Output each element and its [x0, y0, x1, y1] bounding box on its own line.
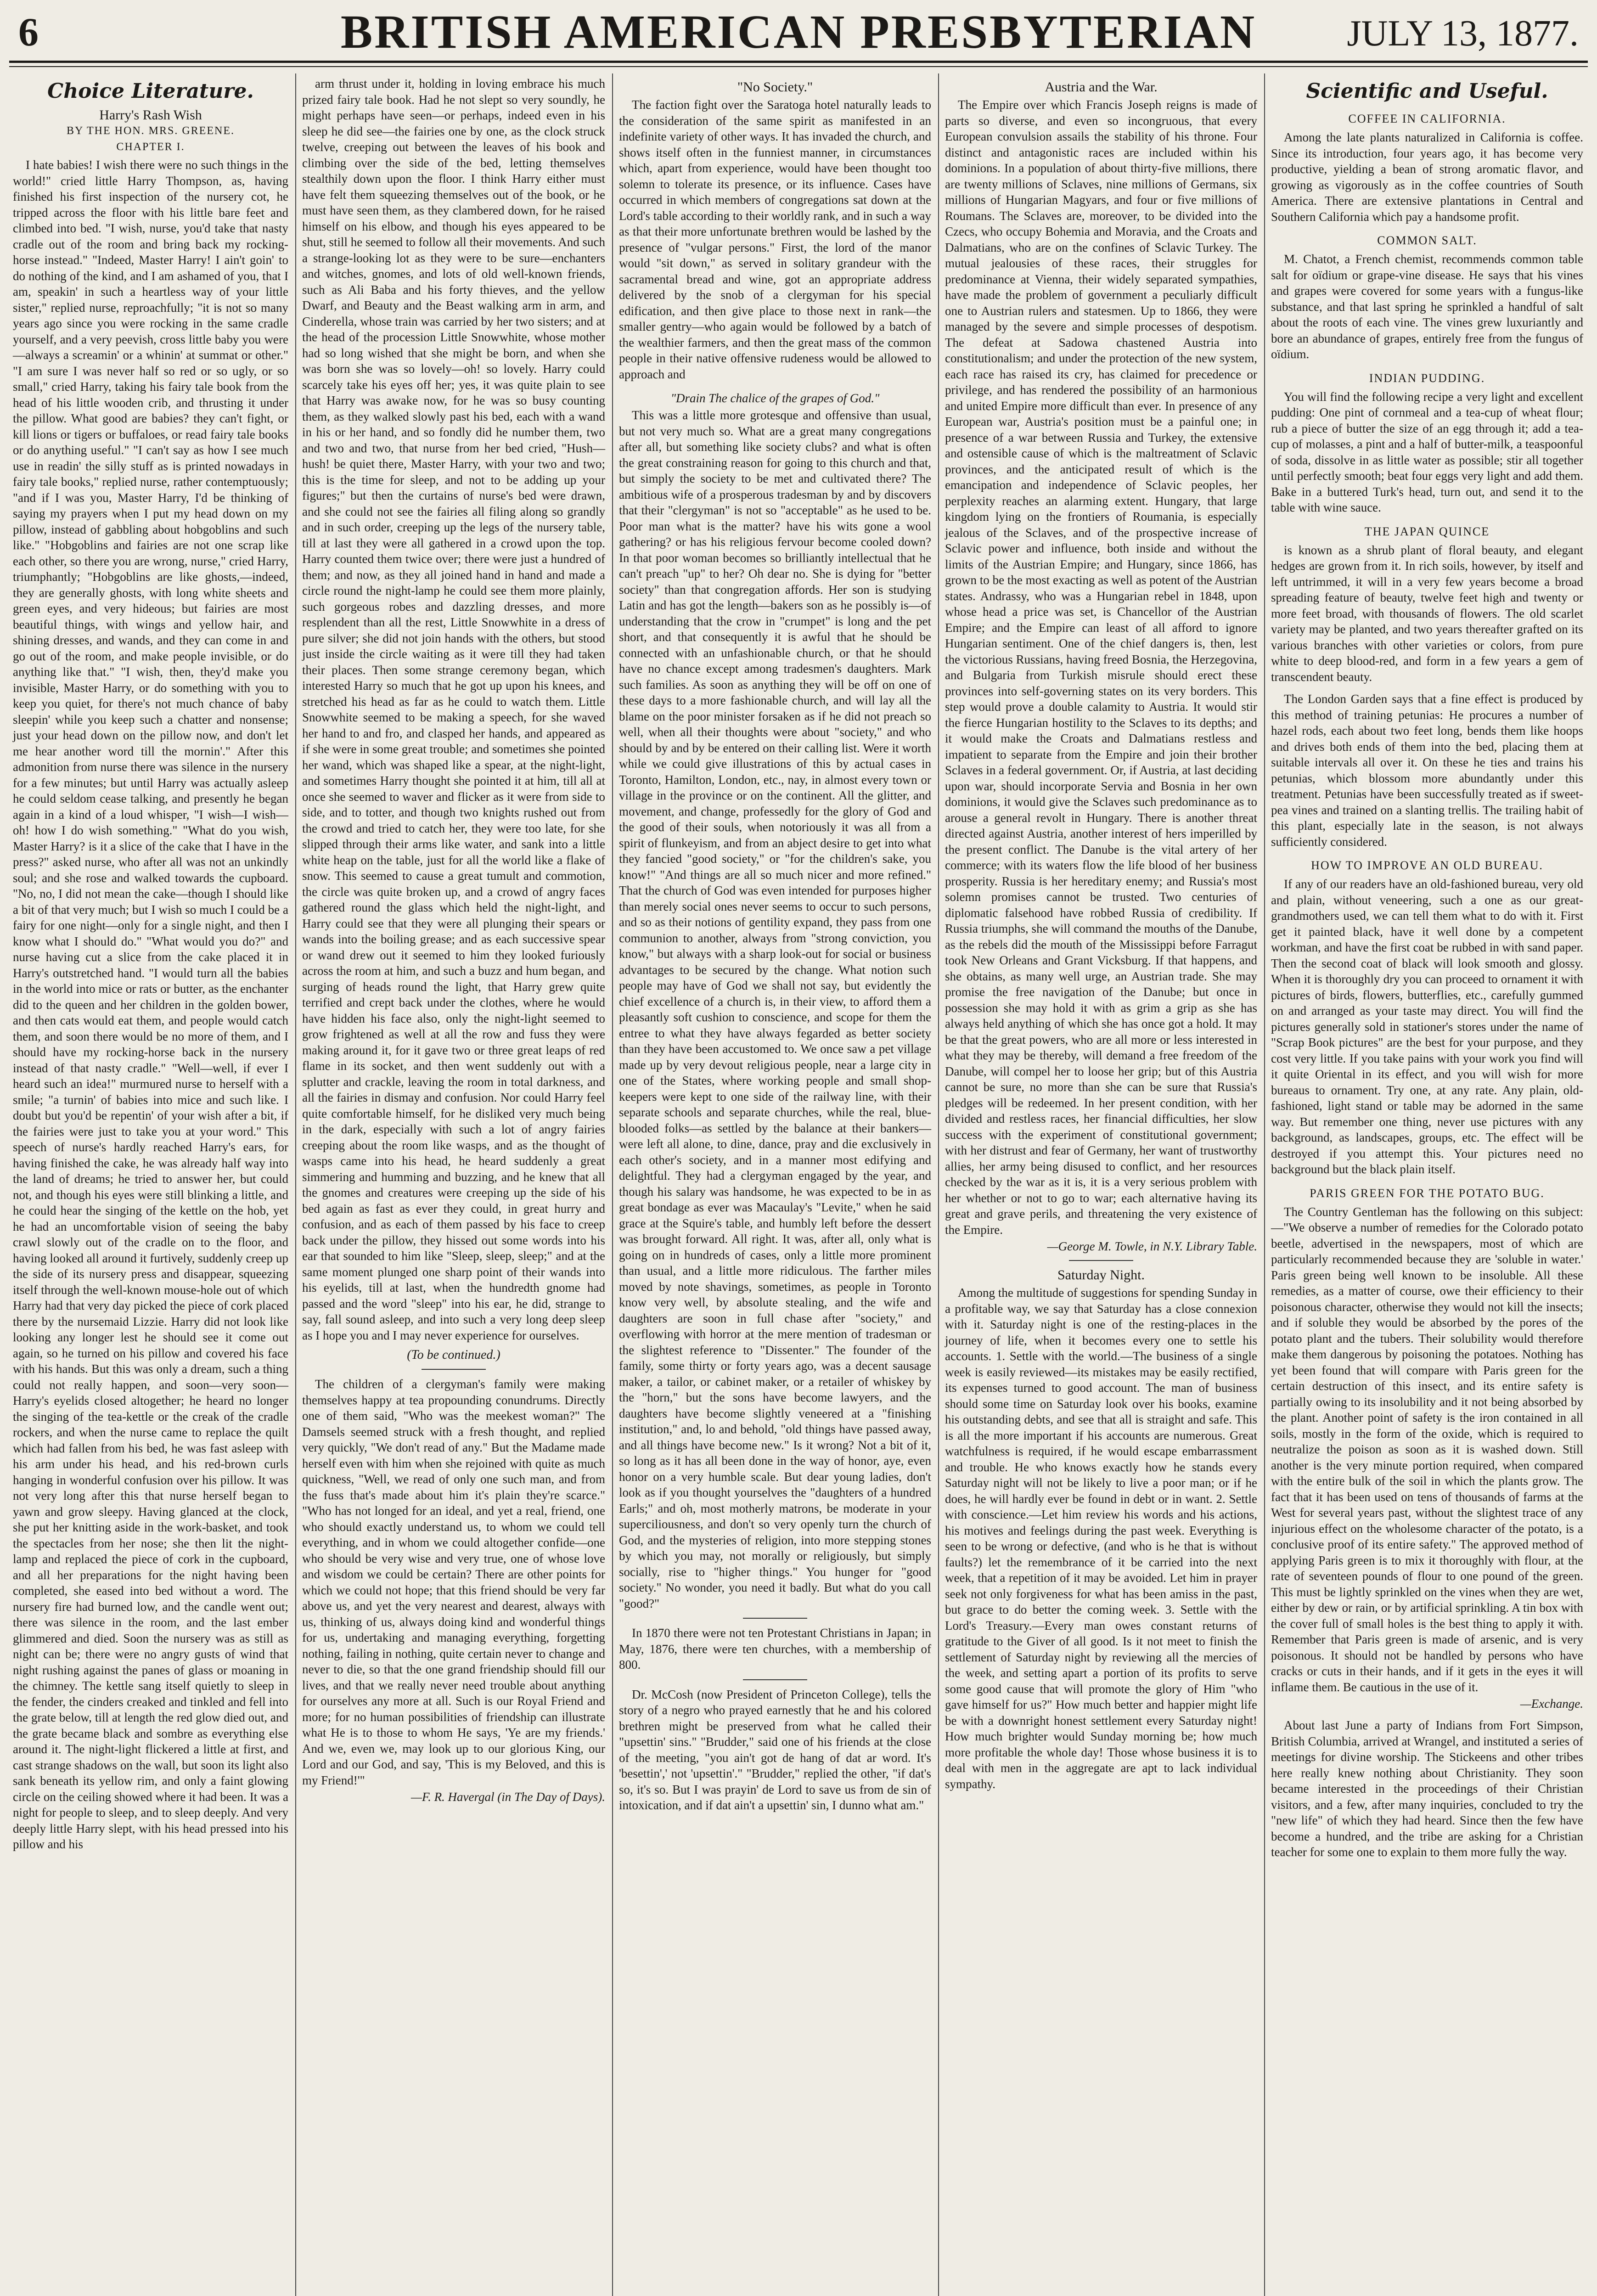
- item-heading: PARIS GREEN FOR THE POTATO BUG.: [1310, 1186, 1545, 1200]
- column-rule: [1264, 73, 1265, 2296]
- item-text: The Country Gentleman has the following on this subject:—"We observe a number of remedies for the Colorado potato beetle, advertised in the newspapers, most of which are particularly recommended because they are 'soluble in water.' Paris green being well known to be insoluble. All these remedies, as a matter of course, owe their efficiency to their poisonous character, otherwise they would not kill the insects; and if soluble they would be absorbed by the pores of the potato plant and the tubers. Their solubility would therefore make them dangerous by poisoning the potatoes. Nothing has yet been found that will compare with Paris green for the certain destruction of this insect, and its entire safety is partially owing to its insolubility and it not being absorbed by the plant. Another point of safety is the iron contained in all soils, mostly in the form of the oxide, which is required to neutralize the poison as soon as it is washed down. Still another is the very minute portion required, when compared with the entire bulk of the soil in which the plants grow. The fact that it has been used on tens of thousands of farms at the West for several years past, without the slightest trace of any injurious effect on the wholesome character of the potato, is a conclusive proof of its entire safety." The approved method of applying Paris green is to mix it thoroughly with flour, at the rate of seventeen pounds of flour to one pound of the green. This must be lightly sprinkled on the vines when they are wet, either by dew or rain, or by artificial sprinkling. A tin box with the cover full of small holes is the best thing to apply it with. Remember that Paris green is made of arsenic, and is very poisonous. It should not be handled by persons who have cracks or cuts in their hands, and if it gets in the eyes it will inflame them. Be cautious in the use of it.: [1271, 1204, 1583, 1694]
- column-1: [8, 76, 293, 2296]
- column-4: [940, 76, 1262, 2296]
- item-signature: —Exchange.: [1520, 1697, 1583, 1711]
- issue-date: JULY 13, 1877.: [1347, 13, 1579, 54]
- article-signature: —F. R. Havergal (in The Day of Days).: [411, 1790, 605, 1804]
- item-text: Among the late plants naturalized in California is coffee. Since its introduction, four years ago, it has become very productive, yielding a bean of strong aromatic flavor, and growing as vigorously as in the coffee countries of South America. There are extensive plantations in Central and Southern California which pay a handsome profit.: [1271, 130, 1583, 224]
- page-number: 6: [18, 10, 39, 55]
- section-heading: Choice Literature.: [47, 79, 254, 103]
- article-text: The children of a clergyman's family were making themselves happy at tea propounding conundrums. Directly one of them said, "Who was the meekest woman?" The Damsels seemed struck with a fresh thought, and replied very quickly, "We don't read of any." But the Madame made herself even with him when she rejoined with quite as much quickness, "Well, we read of only one such man, and from the fuss that's made about him it's plain they're scarce." "Who has not longed for an ideal, and yet a real, friend, one who should exactly understand us, to whom we could tell everything, and in whom we could altogether confide—one who should be very wise and very true, one of whose love and wisdom we could be certain? There are other points for which we could not hope; that this friend should be very far above us, and yet the very nearest and dearest, always with us, thinking of us, always doing kind and wonderful things for us, undertaking and managing everything, forgetting nothing, failing in nothing, quite certain never to change and never to die, so that the one grand friendship should fill our lives, and that we really never need trouble about anything for ourselves any more at all. Such is our Royal Friend and more; for no human possibilities of friendship can illustrate what He is to those to whom He says, 'Ye are my friends.' And we, even we, may look up to our glorious King, our Lord and our God, and say, 'This is my Beloved, and this is my Friend!'": [302, 1377, 605, 1787]
- item-text: The London Garden says that a fine effect is produced by this method of training petunias: He procures a number of hazel rods, each about two feet long, bends them like hoops and drives both ends of them into the bed, placing them at suitable intervals all over it. On these he ties and trains his petunias, which blossom more abundantly under this treatment. Petunias have been successfully treated as if sweet-pea vines and trained on a slanting trellis. The trailing habit of this plant, especially late in the season, is not always sufficiently considered.: [1271, 692, 1583, 849]
- story-byline: BY THE HON. MRS. GREENE.: [66, 125, 235, 137]
- article-quote: "Drain The chalice of the grapes of God.": [670, 391, 880, 405]
- item-heading: HOW TO IMPROVE AN OLD BUREAU.: [1311, 859, 1543, 872]
- article-text: Among the multitude of suggestions for spending Sunday in a profitable way, we say that Saturday has a close connexion with it. Saturday night is one of the resting-places in the journey of life, when it becomes every one to settle his accounts. 1. Settle with the world.—The business of a single week is easily reviewed—its mistakes may be easily rectified, its expenses turned to good account. The man of business should some time on Saturday look over his books, examine his outstanding debts, and see that all is straight and safe. This is all the more important if his accounts are numerous. Great watchfulness is required, if he would escape embarrassment and trouble. He who knows exactly how he stands every Saturday night will not be likely to live a poor man; or if he does, he will hardly ever be found in debt or in want. 2. Settle with conscience.—Let him review his words and his actions, his motives and feelings during the past week. Everything is seen to be wrong or defective, (and who is he that is without faults?) let the remembrance of it be carried into the next week, that a repetition of it may be avoided. Let him in prayer seek not only forgiveness for what has been amiss in the past, but grace to do better the coming week. 3. Settle with the Lord's Treasury.—Every man owes constant returns of gratitude to the Giver of all good. Is it not meet to finish the settlement of Saturday night by reviewing all the mercies of the week, and setting apart a portion of its profits to serve some good cause that will promote the glory of Him "who gave himself for us?" How much better and happier might life be with a downright honest settlement every Saturday night! How much brighter would Sunday morning be; how much more profitable the whole day! Those whose business it is to deal with men in the aggregate are apt to lack individual sympathy.: [945, 1286, 1257, 1791]
- masthead-rule-thin: [9, 66, 1588, 67]
- article-title: Austria and the War.: [1045, 79, 1158, 95]
- item-text: M. Chatot, a French chemist, recommends common table salt for oïdium or grape-vine disease. He says that his vines and grapes were covered for some years with a fungus-like substance, and that last spring he sprinkled a handful of salt about the roots of each vine. The vines grew luxuriantly and bore an abundance of grapes, entirely free from the fungus of oïdium.: [1271, 252, 1583, 361]
- article-text: This was a little more grotesque and offensive than usual, but not very much so. What are a great many congregations after all, but something like society clubs? and what is often the great constraining reason for going to this church and that, but simply the society to be met and cultivated there? The ambitious wife of a prosperous tradesman by and by discovers that their "clergyman" is not so "acceptable" as he used to be. Poor man what is the matter? have his wits gone a wool gathering? or has his religious fervour become cooled down? In that poor woman becomes so brilliantly intellectual that he can't preach "up" to her? Oh dear no. She is dying for "better society" than that congregation affords. Her son is studying Latin and has got the length—bakers son as he possibly is—of understanding that the crow in "crumpet" is long and the pet short, and that consequently it is awful that he should be connected with an unfashionable church, or that he should have no chance except among tradesmen's daughters. Mark such families. As soon as anything they will be off on one of these days to a more fashionable church, and will lay all the blame on the poor minister forsaken as if he did not preach so well, when all their thoughts were about "society," and who should by and by be entered on their calling list. Were it worth while we could give illustrations of this by actual cases in Toronto, Hamilton, London, etc., nay, in almost every town or village in the province or on the continent. All the glitter, and movement, and change, professedly for the glory of God and the good of their souls, when notoriously it was all from a spirit of flunkeyism, and from an abject desire to get into what they fancied "good society," or "for the children's sake, you know!" "And things are all so much nicer and more refined." That the church of God was even intended for purposes higher than merely social ones never seems to occur to such persons, and so as their notions of gentility expand, they pass from one communion to another, always from "strong conviction, you know," but always with a sharp look-out for social or business advantages to be secured by the change. What notion such people may have of God we shall not say, but evidently the chief excellence of a church is, in their view, to afford them a pleasantly soft cushion to conscience, and scope for them the entree to what they have always fegarded as better society than they have been accustomed to. We once saw a pet village made up by very devout religious people, near a large city in one of the States, where working people and small shop-keepers were kept to one side of the railway line, with their separate schools and separate churches, while the real, blue-blooded folks—as settled by the balance at their bankers—were left all alone, to dine, dance, pray and die exclusively in each other's society, and in a manner most edifying and delightful. They had a clergyman engaged by the year, and though his salary was handsome, he was expected to be in as great bondage as ever was Macaulay's "Levite," when he said grace at the Squire's table, and humbly left before the dessert was brought forward. All right. It was, after all, only what is going on in hundreds of cases, only a little more prominent than usual, and a little more ridiculous. The farther miles moved by note shavings, sometimes, as people in Toronto know very well, by absolute stealing, and the wife and daughters are soon in full chase after "society," and overflowing with horror at the mere mention of tradesman or the slightest reference to "Dissenter." The founder of the family, some thirty or forty years ago, was a decent sausage maker, a tailor, or cabinet maker, or a retailer of whiskey by the "horn," but the sons have become lawyers, and the daughters have become slightly veneered at a "finishing institution," and, lo and behold, "old things have passed away, and all things have become new." Is it wrong? Not a bit of it, so long as it has all been done in the way of honor, aye, even honor on a very humble scale. But dear young ladies, don't look as if you thought yourselves the "daughters of a hundred Earls;" and oh, most motherly matrons, be moderate in your superciliousness, and don't so very openly turn the church of God, and the mysteries of religion, into more stepping stones by which you may, not morally or religiously, but simply socially, rise to "higher things." You hunger for "good society." No wonder, you need it badly. But what do you call "good?": [619, 408, 931, 1610]
- column-rule: [938, 73, 939, 2296]
- story-text: I hate babies! I wish there were no such things in the world!" cried little Harry Thompson, as, having finished his first inspection of the nursery cot, he tripped across the floor with his little bare feet and climbed into bed. "I wish, nurse, you'd take that nasty cradle out of the room and bring back my rocking-horse instead." "Indeed, Master Harry! I ain't goin' to do nothing of the kind, and I am ashamed of you, that I am, speakin' in such a heartless way of your little sister," replied nurse, reproachfully; "it is not so many years ago since you were rocking in the same cradle yourself, and a very peevish, cross little baby you were—always a screamin' or a whinin' at summat or other." "I am sure I was never half so red or so ugly, or so small," cried Harry, taking his fairy tale book from the head of his little wooden crib, and thrusting it under the pillow. What good are babies? they can't fight, or kill lions or tigers or buffaloes, or read fairy tale books or do anything useful." "I can't say as how I see much use in readin' the silly stuff as is printed nowadays in fairy tale books," replied nurse, rather contemptuously; "and if I was you, Master Harry, I'd be thinking of saying my prayers when I put my head down on my pillow, instead of gabbling about hobgoblins and such like." "Hobgoblins and fairies are not one scrap like each other, so there you are wrong, nurse," cried Harry, triumphantly; "Hobgoblins are like ghosts,—indeed, they are generally ghosts, with long white sheets and green eyes, and very hideous; but fairies are most beautiful things, with wings and yellow hair, and shining dresses, and wands, and they can come in and go out of the room, and make people invisible, or do anything like that." "I wish, then, they'd make you invisible, Master Harry, or do something with you to keep you quiet, for there's not much chance of baby sleepin' while you keep such a chatter and nonsense; just your head down on the pillow now, and don't let me hear another word till the mornin'." After this admonition from nurse there was silence in the nursery for a few minutes; but until Harry was actually asleep he could seldom cease talking, and presently he began again in a kind of a loud whisper, "I wish—I wish—oh! how I do wish something." "What do you wish, Master Harry? is it a slice of the cake that I have in the press?" asked nurse, who after all was not an unkindly soul; and she rose and walked towards the cupboard. "No, no, I did not mean the cake—though I should like a bit of that very much; but I wish so much I could be a fairy for one night—only for a single night, and then I know what I should do." "What would you do?" and nurse having cut a slice from the cake placed it in Harry's outstretched hand. "I would turn all the babies in the world into mice or rats or butter, as the enchanter did to the queen and her children in the golden bower, and then cats would eat them, and people would catch them, and soon there would be no more of them, and I should have my rocking-horse back in the nursery instead of that nasty cradle." "Well—well, if ever I heard such an idea!" murmured nurse to herself with a smile; "a turnin' of babies into mice and such like. I doubt but you'd be repentin' of your wish after a bit, if the fairies were just to take you at your word." This speech of nurse's hardly reached Harry's ears, for having finished the cake, he was already half way into the land of dreams; he tried to answer her, but could not, and though his eyes were still blinking a little, and he could hear the singing of the kettle on the hob, yet he had an uncomfortable vision of seeing the baby crawl slowly out of the cradle on to the floor, and having looked all around it furtively, suddenly creep up the side of its nursery press and disappear, squeezing itself through the well-known mouse-hole out of which Harry had that very day picked the piece of cork placed there by the nursemaid Lizzie. Harry did not look like looking any longer lest he should see it come out again, so he turned on his pillow and covered his face with his hands. But this was only a dream, such a thing could not really happen, and soon—very soon—Harry's eyelids closed altogether; he heard no longer the singing of the tea-kettle or the creak of the cradle rockers, and when the nurse came to replace the quilt which had fallen from his bed, he was fast asleep with his arm under his head, and his red-brown curls hanging in wonderful confusion over his pillow. It was not very long after this that nurse herself began to yawn and grow sleepy. Having glanced at the clock, she put her knitting aside in the work-basket, and took the spectacles from her nose; she then lit the night-lamp and replaced the piece of cork in the cupboard, and all her preparations for the night having been completed, she eased into bed without a word. The nursery fire had burned low, and the candle went out; there was silence in the room, and the last ember glimmered and died. Soon the nursery was as still as night can be; there were no angry gusts of wind that night rushing against the panes of glass or moaning in the chimney. The kettle sang itself quietly to sleep in the fender, the cinders creaked and tinkled and fell into the grate below, till at length the red glow died out, and the grate became black and sombre as everything else around it. The night-light flickered a little at first, and cast strange shadows on the wall, but soon its light also sank beneath its yellow rim, and only a faint glowing circle on the ceiling showed where it had been. It was a night for people to sleep, and to sleep deeply. And very deeply little Harry slept, with his head pressed into his pillow and his: [13, 158, 288, 1851]
- item-heading: COMMON SALT.: [1377, 234, 1477, 247]
- article-title: Saturday Night.: [1057, 1267, 1145, 1283]
- item-text: is known as a shrub plant of floral beauty, and elegant hedges are grown from it. In rich soils, however, by itself and left untrimmed, it will in a very few years become a broad spreading feature of beauty, twelve feet high and twenty or more feet broad, with thousands of flowers. The old scarlet variety may be planted, and two years thereafter grafted on its various branches with other varieties or colors, from pure white to deep blood-red, and form in a few years a gem of transcendent beauty.: [1271, 543, 1583, 684]
- item-text: About last June a party of Indians from Fort Simpson, British Columbia, arrived at Wrangel, and instituted a series of meetings for divine worship. The Stickeens and other tribes here really knew nothing about Christianity. They soon became interested in the proceedings of their Christian visitors, and a few, after many inquiries, concluded to try the "new life" of which they had heard. Since then the few have become a hundred, and the tribe are asking for a Christian teacher for some one to explain to them more fully the way.: [1271, 1718, 1583, 1859]
- article-title: "No Society.": [737, 79, 813, 95]
- story-text-continued: arm thrust under it, holding in loving embrace his much prized fairy tale book. Had he not slept so very soundly, he might perhaps have seen—or perhaps, indeed even in his sleep he did see—the fairies one by one, as the clock struck twelve, creeping out between the leaves of his book and climbing over the side of the bed, letting themselves stealthily down upon the floor. I think Harry either must have felt them squeezing themselves out of the book, or he must have seen them, as they clambered down, for he raised himself on his elbow, and though his eyes appeared to be shut, still he seemed to follow all their movements. And such a strange-looking lot as they were to be sure—enchanters and witches, gnomes, and lots of old well-known friends, such as Ali Baba and his forty thieves, and the yellow Dwarf, and Beauty and the Beast walking arm in arm, and Cinderella, whose train was carried by her two sisters; and at the head of the procession Little Snowwhite, whose mother had so long wished that she might be born, and when she was born she was so lovely—oh! so lovely. Harry could scarcely take his eyes off her; yes, it was quite plain to see that Harry was awake now, for he was so busy counting them, as they walked slowly past his bed, each with a wand in his or her hand, and so fondly did he number them, two and two and two, that nurse from her bed cried, "Hush—hush! be quiet there, Master Harry, with your two and two; this is the time for sleep, and not to be adding up your figures;" but then the curtains of nurse's bed were drawn, and she could not see the fairies all filing along so grandly and in such order, creeping up the legs of the nursery table, till at last they were all gathered in a crowd upon the top. Harry counted them twice over; there were just a hundred of them; and now, as they all joined hand in hand and made a circle round the night-lamp he could see them more plainly, such gorgeous robes and dazzling dresses, and more resplendent than all the rest, Little Snowwhite in a dress of pure silver; she did not join hands with the others, but stood just inside the circle waiting as it were till they had taken their places. Then some strange ceremony began, which interested Harry so much that he got up upon his knees, and stretched his head as far as he could to watch them. Little Snowwhite seemed to be making a speech, for she waved her hand to and fro, and clasped her hands, and appeared as if she were in some great trouble; and sometimes she pointed her wand, which was shaped like a spear, at the night-light, and sometimes Harry thought she pointed it at him, till all at once she seemed to waver and flicker as it were from side to side, and to totter, and though two knights rushed out from the crowd and tried to catch her, they were too late, for she slipped through their arms like water, and sank into a little white heap on the table, just for all the world like a flake of snow. This seemed to cause a great tumult and commotion, the circle was quite broken up, and a crowd of angry faces gathered round the glass which held the night-light, and Harry could see that they were all plunging their spears or wands into the boiling grease; and as each successive spear or wand drew out it seemed to him they looked furiously across the room at him, and such a buzz and hum began, and surging of heads round the light, that Harry grew quite terrified and crept back under the clothes, where he would have hidden his face also, only the night-light seemed to grow frightened as well at all the row and fuss they were making around it, for it gave two or three great leaps of red flame in its socket, and then went suddenly out with a splutter and crackle, leaving the room in total darkness, and all the fairies in dismay and confusion. Nor could Harry feel quite comfortable himself, for he disliked very much being in the dark, especially with such a lot of angry fairies creeping about the room like wasps, and as the thought of wasps came into his head, he heard suddenly a great simmering and humming and buzzing, and he knew that all the gnomes and creatures were creeping up the side of his bed again as fast as ever they could, in great hurry and confusion, and as each of them passed by his face to creep back under the pillow, they hissed out some words into his ear that sounded to him like "Sleep, sleep, sleep;" and at the same moment plunged one sharp point of their wands into his eyelids, till at last, when the hundredth gnome had passed and the word "sleep" into his ear, he did, strange to say, fall sound asleep, and into such a very long deep sleep as I hope you and I may never experience for ourselves.: [302, 77, 605, 1342]
- article-text: The faction fight over the Saratoga hotel naturally leads to the consideration of the same spirit as manifested in an indefinite variety of other ways. It has invaded the church, and shows itself often in the funniest manner, in circumstances which, apart from experience, would have been thought too solemn to tolerate its presence, or its influence. Cases have occurred in which members of congregations sat down at the Lord's table according to their worldly rank, and in such a way as that their more unfortunate brethren would be lashed by the presence of "vulgar persons." First, the lord of the manor would "sit down," as served in solitary grandeur with the sacramental bread and wine, got an appropriate address delivered by the snob of a clergyman for his special edification, and then give place to those next in rank—the smaller gentry—who again would be followed by a batch of the wealthier farmers, and then the great mass of the common people in their native offensive rudeness would be allowed to approach and: [619, 98, 931, 381]
- newspaper-title: BRITISH AMERICAN PRESBYTERIAN: [340, 6, 1257, 58]
- divider: [743, 1679, 807, 1680]
- divider: [422, 1369, 486, 1370]
- article-text: In 1870 there were not ten Protestant Christians in Japan; in May, 1876, there were ten churches, with a membership of 800.: [619, 1626, 931, 1671]
- masthead: [0, 0, 1597, 69]
- article-text: Dr. McCosh (now President of Princeton College), tells the story of a negro who prayed earnestly that he and his colored brethren might be preserved from what he called their "upsettin' sins." "Brudder," said one of his friends at the close of the meeting, "you ain't got de hang of dat ar word. It's 'besettin',' not 'upsettin'." "Brudder," replied the other, "if dat's so, it's so. But I was prayin' de Lord to save us from de sin of intoxication, and if dat ain't a upsettin' sin, I dunno what am.": [619, 1687, 931, 1812]
- item-text: If any of our readers have an old-fashioned bureau, very old and plain, without veneering, such a one as our great-grandmothers used, we can tell them what to do with it. First get it painted black, have it well done by a competent workman, and have the first coat be rubbed in with sand paper. Then the second coat of black will look smooth and glossy. When it is thoroughly dry you can proceed to ornament it with pictures of birds, flowers, butterflies, etc., carefully gummed on and arranged as your taste may direct. You will find the pictures generally sold in stationer's stores under the name of "Scrap Book pictures" are the best for your purpose, and they cost very little. If you take pains with your work you find will it quite Oriental in its effect, and you will wish for more bureaus to ornament. Try one, at any rate. Any plain, old-fashioned, light stand or table may be adorned in the same way. But remember one thing, never use pictures with any background, as landscapes, groups, etc. The effect will be destroyed if you attempt this. Your pictures need no background but the black plain itself.: [1271, 877, 1583, 1176]
- to-be-continued: (To be continued.): [407, 1348, 500, 1362]
- column-2: [298, 76, 610, 2296]
- column-rule: [612, 73, 613, 2296]
- article-signature: —George M. Towle, in N.Y. Library Table.: [1047, 1239, 1257, 1253]
- column-rule: [295, 73, 296, 2296]
- story-title: Harry's Rash Wish: [99, 107, 202, 123]
- chapter-heading: CHAPTER I.: [116, 141, 185, 153]
- divider: [1069, 1260, 1133, 1261]
- item-heading: COFFEE IN CALIFORNIA.: [1348, 112, 1506, 125]
- section-heading: Scientific and Useful.: [1306, 79, 1548, 103]
- masthead-rule: [9, 61, 1588, 63]
- column-3: [614, 76, 936, 2296]
- item-text: You will find the following recipe a very light and excellent pudding: One pint of cornmeal and a tea-cup of wheat flour; rub a piece of butter the size of an egg through it; add a tea-cup of molasses, a pint and a half of butter-milk, a teaspoonful of soda, dissolve in as little water as possible; stir all together until perfectly smooth; beat four eggs very light and add them. Bake in a buttered Turk's head, turn out, and send it to the table with wine sauce.: [1271, 389, 1583, 514]
- item-heading: THE JAPAN QUINCE: [1364, 524, 1490, 538]
- column-5: [1266, 76, 1588, 2296]
- divider: [743, 1618, 807, 1619]
- article-text: The Empire over which Francis Joseph reigns is made of parts so diverse, and even so incongruous, that every European convulsion assails the stability of his throne. Four distinct and antagonistic races are included within his dominions. In a population of about thirty-five millions, there are twenty millions of Sclaves, nine millions of Germans, six millions of Hungarian Magyars, and four or five millions of Roumans. The Sclaves are, moreover, to be divided into the Czecs, who occupy Bohemia and Moravia, and the Croats and Dalmatians, who are on the confines of Sclavic Turkey. The mutual jealousies of these races, their struggles for predominance at Vienna, their widely separated sympathies, have made the problem of government a peculiarly difficult one to Austrian rulers and statesmen. Up to 1866, they were managed by the severe and simple processes of despotism. The defeat at Sadowa chastened Austria into constitutionalism; and under the protection of the new system, each race has raised its cry, has claimed for precedence or privilege, and has rendered the possibility of an harmonious and united Empire more difficult than ever. In presence of any European war, Austria's position must be a painful one; in presence of a war between Russia and Turkey, the extensive and ostensible cause of which is the maltreatment of Sclavic provinces, and the anticipated result of which is the emancipation and independence of Sclavic peoples, her perplexity reaches an alarming extent. Hungary, that large kingdom lying on the frontiers of Roumania, is especially jealous of the Sclaves, and of the prospective increase of Sclavic power and influence, both inside and without the limits of the Austrian Empire; and Hungary, since 1866, has grown to be the most exacting as well as potent of the Austrian states. Andrassy, who was a Hungarian rebel in 1848, upon whose head a price was set, is Chancellor of the Austrian Empire; and the Empire can least of all afford to ignore Hungarian sentiment. One of the chief dangers is, then, lest the victorious Russians, having freed Bosnia, the Herzegovina, and Bulgaria from Turkish misrule should erect these provinces into self-governing states on its very borders. This step would prove a double calamity to Austria. It would stir the fierce Hungarian hostility to the Sclaves to its depths; and it would make the Croats and Dalmatians restless and impatient to separate from the Empire and join their brother Sclaves in a federal government. Or, if Austria, at last deciding upon war, should incorporate Servia and Bosnia in her own dominions, it would give the Sclaves such predominance as to arouse a general revolt in Hungary. There is another threat directed against Austria, another interest of hers imperilled by the present conflict. The Danube is the vital artery of her commerce; with its waters flow the life blood of her business prosperity. Russia is her hereditary enemy; and Russia's most solemn promises cannot be trusted. Two centuries of diplomatic falsehood have robbed Russia of credibility. If Russia triumphs, she will command the mouths of the Danube, as the rebels did the mouth of the Mississippi before Farragut took New Orleans and Grant Vicksburg. If that happens, and she obtains, as many well urge, an Austrian trade. She may promise the free navigation of the Danube; but once in possession she may hold it with as grim a grip as she has always held anything of which she has once got a hold. It may be that the great powers, who are all more or less interested in what they may be thereby, will demand a free freedom of the Danube, will compel her to loose her grip; but of this Austria cannot be sure, no more than she can be sure that Russia's pledges will be redeemed. In her present condition, with her divided and restless races, her financial difficulties, her slow success with the experiment of constitutional government; with her distrust and fear of Germany, her want of trustworthy allies, her army being disused to conflict, and her resources checked by the war as it is, it is a very serious problem with her whether or not to go to war; each alternative having its great and grave perils, and threatening the very existence of the Empire.: [945, 98, 1257, 1237]
- item-heading: INDIAN PUDDING.: [1369, 371, 1485, 385]
